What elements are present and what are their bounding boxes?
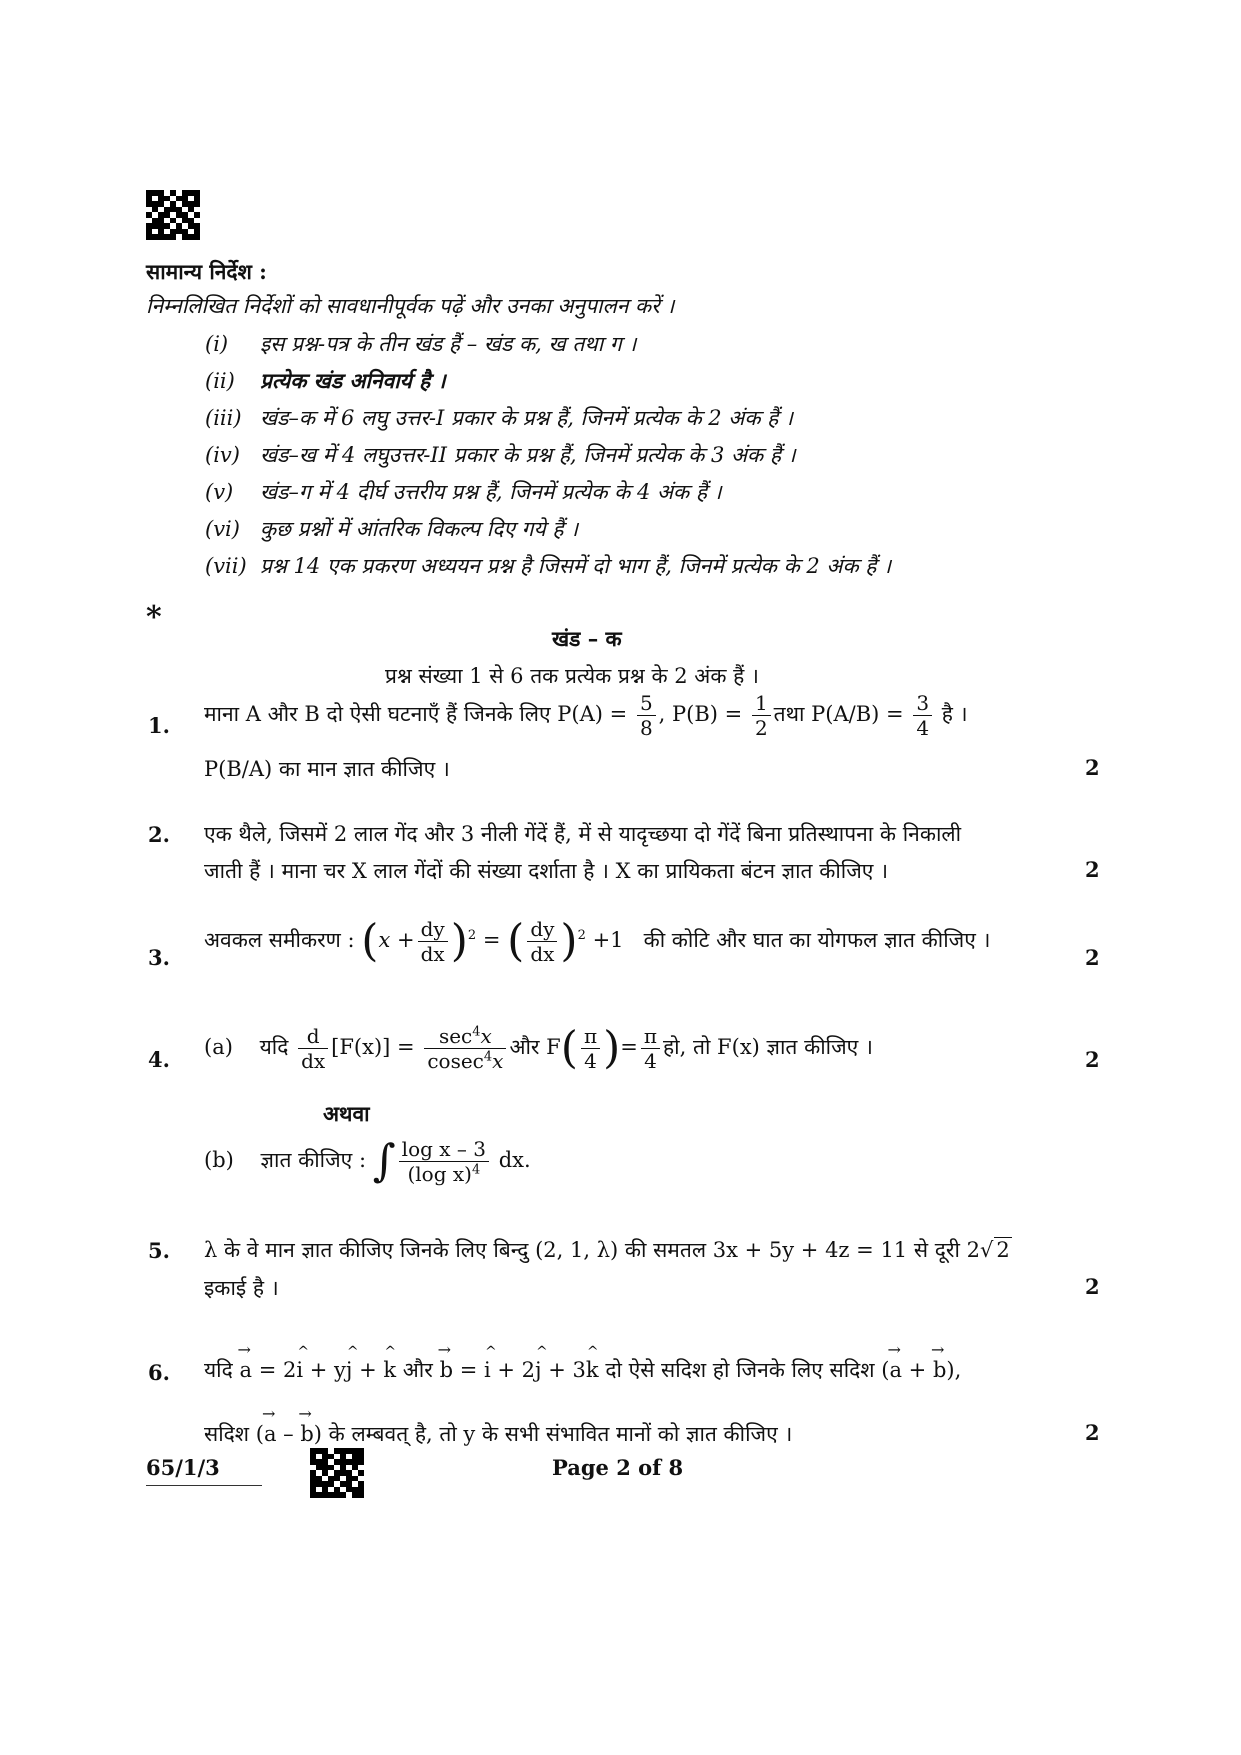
question-number: 2.	[148, 822, 170, 847]
question-number: 5.	[148, 1238, 170, 1263]
instructions-title: सामान्य निर्देश :	[146, 259, 267, 284]
or-label: अथवा	[323, 1101, 370, 1126]
instruction-item: (i) इस प्रश्न-पत्र के तीन खंड हैं – खंड क, ख तथा ग ।	[205, 332, 637, 356]
fraction: $\frac{\pi}{4}$	[641, 1025, 660, 1072]
page-number: Page 2 of 8	[552, 1455, 684, 1480]
question-6-line2: सदिश (→ a – → b) के लम्बवत् है, तो y के सभी संभावित मानों को ज्ञात कीजिए ।	[204, 1420, 792, 1448]
marks: 2	[1085, 1274, 1100, 1299]
instruction-item: (vii) प्रश्न 14 एक प्रकरण अध्ययन प्रश्न है जिसमें दो भाग हैं, जिनमें प्रत्येक के 2 अंक हैं ।	[205, 554, 892, 578]
fraction: $\frac{d}{dx}$	[298, 1025, 328, 1072]
question-2-line2: जाती हैं । माना चर X लाल गेंदों की संख्या दर्शाता है । X का प्रायिकता बंटन ज्ञात कीजिए ।	[204, 859, 889, 883]
question-2-line1: एक थैले, जिसमें 2 लाल गेंद और 3 नीली गेंदें हैं, में से यादृच्छया दो गेंदें बिना प्रतिस्थापना के निकाली	[204, 822, 962, 846]
marks: 2	[1085, 857, 1100, 882]
instruction-item: (iii) खंड–क में 6 लघु उत्तर-I प्रकार के प्रश्न हैं, जिनमें प्रत्येक के 2 अंक हैं ।	[205, 406, 793, 430]
question-4b-text: (b) ज्ञात कीजिए : ∫ $\frac{\text{log x – 3}}{(\log x)^4}$ dx.	[204, 1135, 531, 1187]
section-title: खंड – क	[552, 626, 622, 651]
fraction: $\frac{\sec^4x}{cosec^4x}$	[424, 1025, 506, 1072]
fraction: $\frac{dy}{dx}$	[418, 918, 448, 965]
fraction: $\frac{3}{4}$	[913, 692, 932, 739]
marks: 2	[1085, 1047, 1100, 1072]
instruction-item: (vi) कुछ प्रश्नों में आंतरिक विकल्प दिए गये हैं ।	[205, 517, 579, 541]
section-subtitle: प्रश्न संख्या 1 से 6 तक प्रत्येक प्रश्न के 2 अंक हैं ।	[385, 664, 759, 688]
marks: 2	[1085, 755, 1100, 780]
instructions-intro: निम्नलिखित निर्देशों को सावधानीपूर्वक पढ़ें और उनका अनुपालन करें ।	[146, 294, 675, 318]
question-6-line1: यदि → a = 2^ i + y^ j + ^ k और → b = ^ i + 2^ j + 3^ k दो ऐसे सदिश हो जिनके लिए सदिश (→ a + → b),	[204, 1356, 961, 1384]
question-number: 4.	[148, 1047, 170, 1072]
fraction: $\frac{\pi}{4}$	[581, 1025, 600, 1072]
instruction-item: (v) खंड–ग में 4 दीर्घ उत्तरीय प्रश्न हैं, जिनमें प्रत्येक के 4 अंक हैं ।	[205, 480, 722, 504]
question-1-line2: P(B/A) का मान ज्ञात कीजिए ।	[204, 757, 450, 781]
fraction: $\frac{\text{log x – 3}}{(\log x)^4}$	[399, 1138, 489, 1185]
question-4a-text: (a) यदि $\frac{d}{dx}$ [F(x)] = $\frac{\sec^4x}{cosec^4x}$ और F( $\frac{\pi}{4}$ )= $\frac{\pi}{4}$ हो, तो F(x) ज्ञात कीजिए ।	[204, 1022, 873, 1074]
fraction: $\frac{5}{8}$	[637, 692, 656, 739]
footer-underline	[146, 1485, 262, 1486]
question-5-line2: इकाई है ।	[204, 1276, 279, 1300]
fraction: $\frac{dy}{dx}$	[527, 918, 557, 965]
question-1-text: माना A और B दो ऐसी घटनाएँ हैं जिनके लिए P(A) = $\frac{5}{8}$ , P(B) = $\frac{1}{2}$ तथा P(A/B) = $\frac{3}{4}$ है ।	[204, 691, 968, 740]
paper-code: 65/1/3	[146, 1455, 220, 1480]
question-5-line1: λ के वे मान ज्ञात कीजिए जिनके लिए बिन्दु (2, 1, λ) की समतल 3x + 5y + 4z = 11 से दूरी 2√ 2	[204, 1238, 1010, 1262]
marks: 2	[1085, 1420, 1100, 1445]
question-number: 1.	[148, 713, 170, 738]
qr-code-bottom	[310, 1448, 364, 1498]
question-3-text: अवकल समीकरण : (x + $\frac{dy}{dx}$ )$^2$ = ( $\frac{dy}{dx}$ )$^2$ +1 की कोटि और घात का योगफल ज्ञात कीजिए ।	[204, 915, 991, 967]
question-number: 6.	[148, 1360, 170, 1385]
fraction: $\frac{1}{2}$	[752, 692, 771, 739]
section-star: *	[146, 600, 162, 635]
instruction-item: (ii) प्रत्येक खंड अनिवार्य है ।	[205, 368, 446, 393]
marks: 2	[1085, 945, 1100, 970]
question-number: 3.	[148, 945, 170, 970]
qr-code-top	[146, 190, 200, 240]
instruction-item: (iv) खंड–ख में 4 लघुउत्तर-II प्रकार के प्रश्न हैं, जिनमें प्रत्येक के 3 अंक हैं ।	[205, 443, 796, 467]
